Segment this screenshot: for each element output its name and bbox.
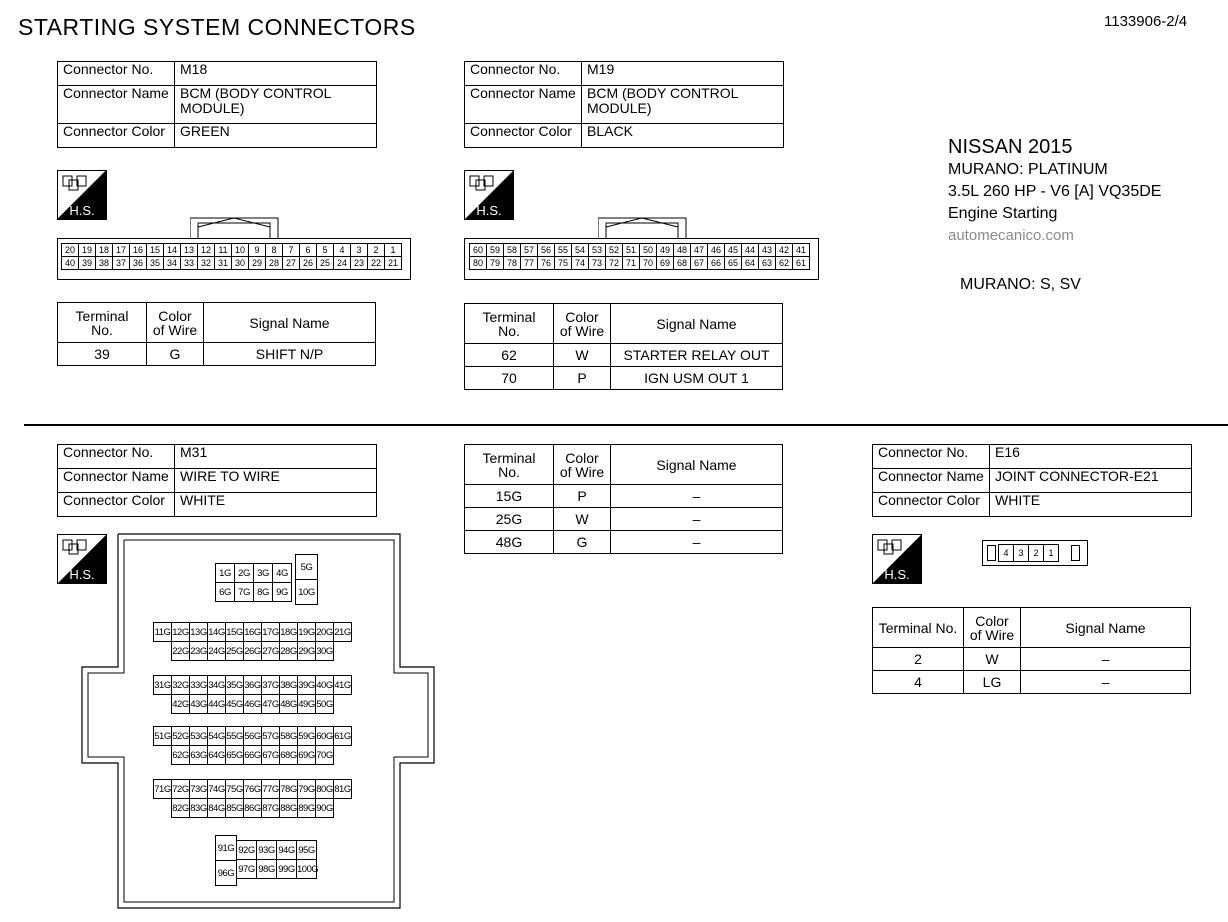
pin-91G: 91G (215, 835, 237, 861)
pin-18: 18 (95, 243, 113, 257)
pin-26: 26 (299, 256, 317, 270)
pin-74: 74 (571, 256, 589, 270)
label-connector-no: Connector No. (58, 62, 175, 86)
pin-76: 76 (537, 256, 555, 270)
pin-59: 59 (486, 243, 504, 257)
hs-label: H.S. (476, 203, 502, 218)
m19-color: BLACK (582, 124, 784, 148)
label-connector-name: Connector Name (58, 86, 175, 124)
section-divider (24, 424, 1228, 426)
header-color-of-wire: Color of Wire (964, 608, 1021, 648)
pin-52G: 52G (171, 726, 190, 746)
pin-42: 42 (775, 243, 793, 257)
vehicle-model: MURANO: PLATINUM (948, 161, 1108, 178)
pin-70: 70 (639, 256, 657, 270)
hs-label: H.S. (69, 567, 95, 582)
pin-26G: 26G (243, 641, 262, 661)
pin-50G: 50G (315, 694, 334, 714)
vehicle-system: Engine Starting (948, 205, 1058, 222)
pin-25G: 25G (225, 641, 244, 661)
pin-30G: 30G (315, 641, 334, 661)
label-connector-color: Connector Color (465, 124, 582, 148)
pin-73: 73 (588, 256, 606, 270)
pin-43G: 43G (189, 694, 208, 714)
header-signal-name: Signal Name (611, 445, 783, 485)
pin-36: 36 (129, 256, 147, 270)
e16-color: WHITE (990, 493, 1192, 517)
pin-76G: 76G (243, 779, 262, 799)
pin-23: 23 (350, 256, 368, 270)
terminal-no: 39 (58, 343, 147, 366)
pin-27: 27 (282, 256, 300, 270)
e16-signal-table (872, 607, 1191, 694)
pin-67G: 67G (261, 745, 280, 765)
hs-label: H.S. (884, 567, 910, 582)
pin-62G: 62G (171, 745, 190, 765)
wire-color: G (554, 531, 611, 554)
signal-name: – (1021, 648, 1191, 671)
pin-41G: 41G (333, 675, 352, 695)
pin-16: 16 (129, 243, 147, 257)
m31-color: WHITE (175, 493, 377, 517)
latch-right (1071, 545, 1080, 561)
pin-57G: 57G (261, 726, 280, 746)
pin-33: 33 (180, 256, 198, 270)
pin-36G: 36G (243, 675, 262, 695)
pin-40G: 40G (315, 675, 334, 695)
pin-48G: 48G (279, 694, 298, 714)
m18-latch-icon (190, 217, 280, 239)
page-title: STARTING SYSTEM CONNECTORS (18, 14, 416, 40)
pin-31: 31 (214, 256, 232, 270)
pin-1: 1 (1043, 544, 1059, 562)
label-connector-name: Connector Name (465, 86, 582, 124)
pin-51: 51 (622, 243, 640, 257)
wire-color: LG (964, 671, 1021, 694)
header-terminal-no: Terminal No. (465, 445, 554, 485)
pin-61: 61 (792, 256, 810, 270)
pin-60G: 60G (315, 726, 334, 746)
pin-40: 40 (61, 256, 79, 270)
label-connector-color: Connector Color (58, 124, 175, 148)
pin-17: 17 (112, 243, 130, 257)
pin-99G: 99G (276, 859, 297, 879)
pin-3G: 3G (253, 563, 273, 583)
pin-37: 37 (112, 256, 130, 270)
pin-18G: 18G (279, 622, 298, 642)
pin-14: 14 (163, 243, 181, 257)
pin-71: 71 (622, 256, 640, 270)
pin-74G: 74G (207, 779, 226, 799)
pin-20G: 20G (315, 622, 334, 642)
pin-84G: 84G (207, 798, 226, 818)
pin-78G: 78G (279, 779, 298, 799)
pin-34G: 34G (207, 675, 226, 695)
signal-name: STARTER RELAY OUT (611, 344, 783, 367)
pin-100G: 100G (296, 859, 317, 879)
pin-21: 21 (384, 256, 402, 270)
pin-97G: 97G (236, 859, 257, 879)
m18-name: BCM (BODY CONTROL MODULE) (175, 86, 377, 124)
pin-53G: 53G (189, 726, 208, 746)
pin-83G: 83G (189, 798, 208, 818)
pin-66G: 66G (243, 745, 262, 765)
pin-44G: 44G (207, 694, 226, 714)
pin-58: 58 (503, 243, 521, 257)
pin-37G: 37G (261, 675, 280, 695)
pin-54G: 54G (207, 726, 226, 746)
pin-38: 38 (95, 256, 113, 270)
m19-signal-table (464, 303, 783, 390)
pin-15: 15 (146, 243, 164, 257)
pin-90G: 90G (315, 798, 334, 818)
pin-78: 78 (503, 256, 521, 270)
variant-note: MURANO: S, SV (960, 276, 1081, 293)
pin-85G: 85G (225, 798, 244, 818)
pin-13: 13 (180, 243, 198, 257)
e16-no: E16 (990, 445, 1192, 469)
pin-54: 54 (571, 243, 589, 257)
pin-3: 3 (350, 243, 368, 257)
pin-24G: 24G (207, 641, 226, 661)
pin-14G: 14G (207, 622, 226, 642)
pin-3: 3 (1013, 544, 1029, 562)
harness-side-icon (464, 170, 514, 220)
label-connector-name: Connector Name (58, 469, 175, 493)
pin-65: 65 (724, 256, 742, 270)
m31-connector-info (57, 444, 377, 517)
header-color-of-wire: Color of Wire (554, 445, 611, 485)
m18-connector-info (57, 61, 377, 148)
wire-color: W (964, 648, 1021, 671)
pin-28G: 28G (279, 641, 298, 661)
pin-59G: 59G (297, 726, 316, 746)
pin-35: 35 (146, 256, 164, 270)
pin-73G: 73G (189, 779, 208, 799)
pin-41: 41 (792, 243, 810, 257)
vehicle-make-year: NISSAN 2015 (948, 136, 1073, 158)
pin-29: 29 (248, 256, 266, 270)
pin-43: 43 (758, 243, 776, 257)
pin-61G: 61G (333, 726, 352, 746)
terminal-no: 48G (465, 531, 554, 554)
header-terminal-no: Terminal No. (58, 303, 147, 343)
pin-25: 25 (316, 256, 334, 270)
pin-49G: 49G (297, 694, 316, 714)
m31-signal-table (464, 444, 783, 554)
pin-33G: 33G (189, 675, 208, 695)
m31-name: WIRE TO WIRE (175, 469, 377, 493)
pin-23G: 23G (189, 641, 208, 661)
header-signal-name: Signal Name (204, 303, 376, 343)
label-connector-name: Connector Name (873, 469, 990, 493)
pin-93G: 93G (256, 840, 277, 860)
pin-49: 49 (656, 243, 674, 257)
pin-2G: 2G (234, 563, 254, 583)
pin-1: 1 (384, 243, 402, 257)
pin-77G: 77G (261, 779, 280, 799)
e16-connector-info (872, 444, 1192, 517)
pin-52: 52 (605, 243, 623, 257)
pin-30: 30 (231, 256, 249, 270)
pin-51G: 51G (153, 726, 172, 746)
pin-29G: 29G (297, 641, 316, 661)
e16-connector-outline (982, 540, 1088, 566)
pin-80: 80 (469, 256, 487, 270)
terminal-no: 25G (465, 508, 554, 531)
pin-4: 4 (998, 544, 1014, 562)
pin-12G: 12G (171, 622, 190, 642)
signal-name: – (611, 508, 783, 531)
pin-13G: 13G (189, 622, 208, 642)
pin-98G: 98G (256, 859, 277, 879)
terminal-no: 15G (465, 485, 554, 508)
pin-64G: 64G (207, 745, 226, 765)
pin-69: 69 (656, 256, 674, 270)
pin-72: 72 (605, 256, 623, 270)
pin-5: 5 (316, 243, 334, 257)
pin-32G: 32G (171, 675, 190, 695)
pin-47G: 47G (261, 694, 280, 714)
pin-79: 79 (486, 256, 504, 270)
pin-46: 46 (707, 243, 725, 257)
m18-connector-outline (57, 238, 411, 280)
pin-63G: 63G (189, 745, 208, 765)
signal-name: – (611, 485, 783, 508)
pin-55: 55 (554, 243, 572, 257)
header-signal-name: Signal Name (1021, 608, 1191, 648)
pin-89G: 89G (297, 798, 316, 818)
header-color-of-wire: Color of Wire (554, 304, 611, 344)
m18-no: M18 (175, 62, 377, 86)
pin-19: 19 (78, 243, 96, 257)
pin-79G: 79G (297, 779, 316, 799)
pin-87G: 87G (261, 798, 280, 818)
pin-56G: 56G (243, 726, 262, 746)
pin-6: 6 (299, 243, 317, 257)
pin-95G: 95G (296, 840, 317, 860)
source-watermark: automecanico.com (948, 227, 1074, 244)
pin-44: 44 (741, 243, 759, 257)
pin-2: 2 (367, 243, 385, 257)
pin-56: 56 (537, 243, 555, 257)
pin-62: 62 (775, 256, 793, 270)
pin-38G: 38G (279, 675, 298, 695)
pin-66: 66 (707, 256, 725, 270)
header-terminal-no: Terminal No. (873, 608, 964, 648)
pin-22G: 22G (171, 641, 190, 661)
pin-19G: 19G (297, 622, 316, 642)
pin-81G: 81G (333, 779, 352, 799)
pin-12: 12 (197, 243, 215, 257)
label-connector-no: Connector No. (58, 445, 175, 469)
pin-7: 7 (282, 243, 300, 257)
pin-11: 11 (214, 243, 232, 257)
wire-color: W (554, 508, 611, 531)
pin-34: 34 (163, 256, 181, 270)
pin-9G: 9G (272, 582, 292, 602)
pin-15G: 15G (225, 622, 244, 642)
header-color-of-wire: Color of Wire (147, 303, 204, 343)
wire-color: G (147, 343, 204, 366)
pin-46G: 46G (243, 694, 262, 714)
label-connector-no: Connector No. (873, 445, 990, 469)
pin-9: 9 (248, 243, 266, 257)
pin-17G: 17G (261, 622, 280, 642)
hs-label: H.S. (69, 203, 95, 218)
m19-no: M19 (582, 62, 784, 86)
terminal-no: 62 (465, 344, 554, 367)
pin-11G: 11G (153, 622, 172, 642)
pin-71G: 71G (153, 779, 172, 799)
pin-86G: 86G (243, 798, 262, 818)
pin-39G: 39G (297, 675, 316, 695)
pin-48: 48 (673, 243, 691, 257)
vehicle-engine: 3.5L 260 HP - V6 [A] VQ35DE (948, 183, 1162, 200)
pin-50: 50 (639, 243, 657, 257)
terminal-no: 70 (465, 367, 554, 390)
pin-10: 10 (231, 243, 249, 257)
pin-16G: 16G (243, 622, 262, 642)
pin-94G: 94G (276, 840, 297, 860)
terminal-no: 2 (873, 648, 964, 671)
pin-4: 4 (333, 243, 351, 257)
pin-65G: 65G (225, 745, 244, 765)
pin-64: 64 (741, 256, 759, 270)
pin-4G: 4G (272, 563, 292, 583)
m19-name: BCM (BODY CONTROL MODULE) (582, 86, 784, 124)
pin-69G: 69G (297, 745, 316, 765)
pin-28: 28 (265, 256, 283, 270)
wire-color: W (554, 344, 611, 367)
wire-color: P (554, 367, 611, 390)
signal-name: IGN USM OUT 1 (611, 367, 783, 390)
pin-7G: 7G (234, 582, 254, 602)
pin-24: 24 (333, 256, 351, 270)
pin-42G: 42G (171, 694, 190, 714)
pin-58G: 58G (279, 726, 298, 746)
harness-side-icon (872, 534, 922, 584)
m19-connector-info (464, 61, 784, 148)
pin-70G: 70G (315, 745, 334, 765)
pin-80G: 80G (315, 779, 334, 799)
e16-pin-grid (999, 544, 1059, 562)
signal-name: – (611, 531, 783, 554)
pin-21G: 21G (333, 622, 352, 642)
pin-75G: 75G (225, 779, 244, 799)
pin-82G: 82G (171, 798, 190, 818)
pin-96G: 96G (215, 860, 237, 886)
pin-63: 63 (758, 256, 776, 270)
pin-75: 75 (554, 256, 572, 270)
pin-1G: 1G (215, 563, 235, 583)
pin-68G: 68G (279, 745, 298, 765)
terminal-no: 4 (873, 671, 964, 694)
pin-20: 20 (61, 243, 79, 257)
pin-88G: 88G (279, 798, 298, 818)
pin-60: 60 (469, 243, 487, 257)
e16-name: JOINT CONNECTOR-E21 (990, 469, 1192, 493)
header-signal-name: Signal Name (611, 304, 783, 344)
pin-2: 2 (1028, 544, 1044, 562)
m19-latch-icon (598, 217, 688, 239)
m31-no: M31 (175, 445, 377, 469)
pin-5G: 5G (295, 554, 318, 580)
pin-22: 22 (367, 256, 385, 270)
pin-45: 45 (724, 243, 742, 257)
pin-55G: 55G (225, 726, 244, 746)
m19-connector-outline (464, 238, 819, 280)
pin-10G: 10G (295, 579, 318, 605)
label-connector-color: Connector Color (873, 493, 990, 517)
m18-signal-table (57, 302, 376, 366)
pin-92G: 92G (236, 840, 257, 860)
pin-67: 67 (690, 256, 708, 270)
pin-6G: 6G (215, 582, 235, 602)
pin-72G: 72G (171, 779, 190, 799)
m18-color: GREEN (175, 124, 377, 148)
latch-left (987, 545, 996, 561)
label-connector-color: Connector Color (58, 493, 175, 517)
signal-name: – (1021, 671, 1191, 694)
pin-68: 68 (673, 256, 691, 270)
pin-45G: 45G (225, 694, 244, 714)
pin-31G: 31G (153, 675, 172, 695)
wire-color: P (554, 485, 611, 508)
label-connector-no: Connector No. (465, 62, 582, 86)
pin-77: 77 (520, 256, 538, 270)
pin-8G: 8G (253, 582, 273, 602)
pin-27G: 27G (261, 641, 280, 661)
harness-side-icon (57, 170, 107, 220)
pin-53: 53 (588, 243, 606, 257)
pin-32: 32 (197, 256, 215, 270)
pin-8: 8 (265, 243, 283, 257)
pin-35G: 35G (225, 675, 244, 695)
header-terminal-no: Terminal No. (465, 304, 554, 344)
pin-47: 47 (690, 243, 708, 257)
signal-name: SHIFT N/P (204, 343, 376, 366)
pin-57: 57 (520, 243, 538, 257)
pin-39: 39 (78, 256, 96, 270)
document-id: 1133906-2/4 (1104, 13, 1188, 30)
